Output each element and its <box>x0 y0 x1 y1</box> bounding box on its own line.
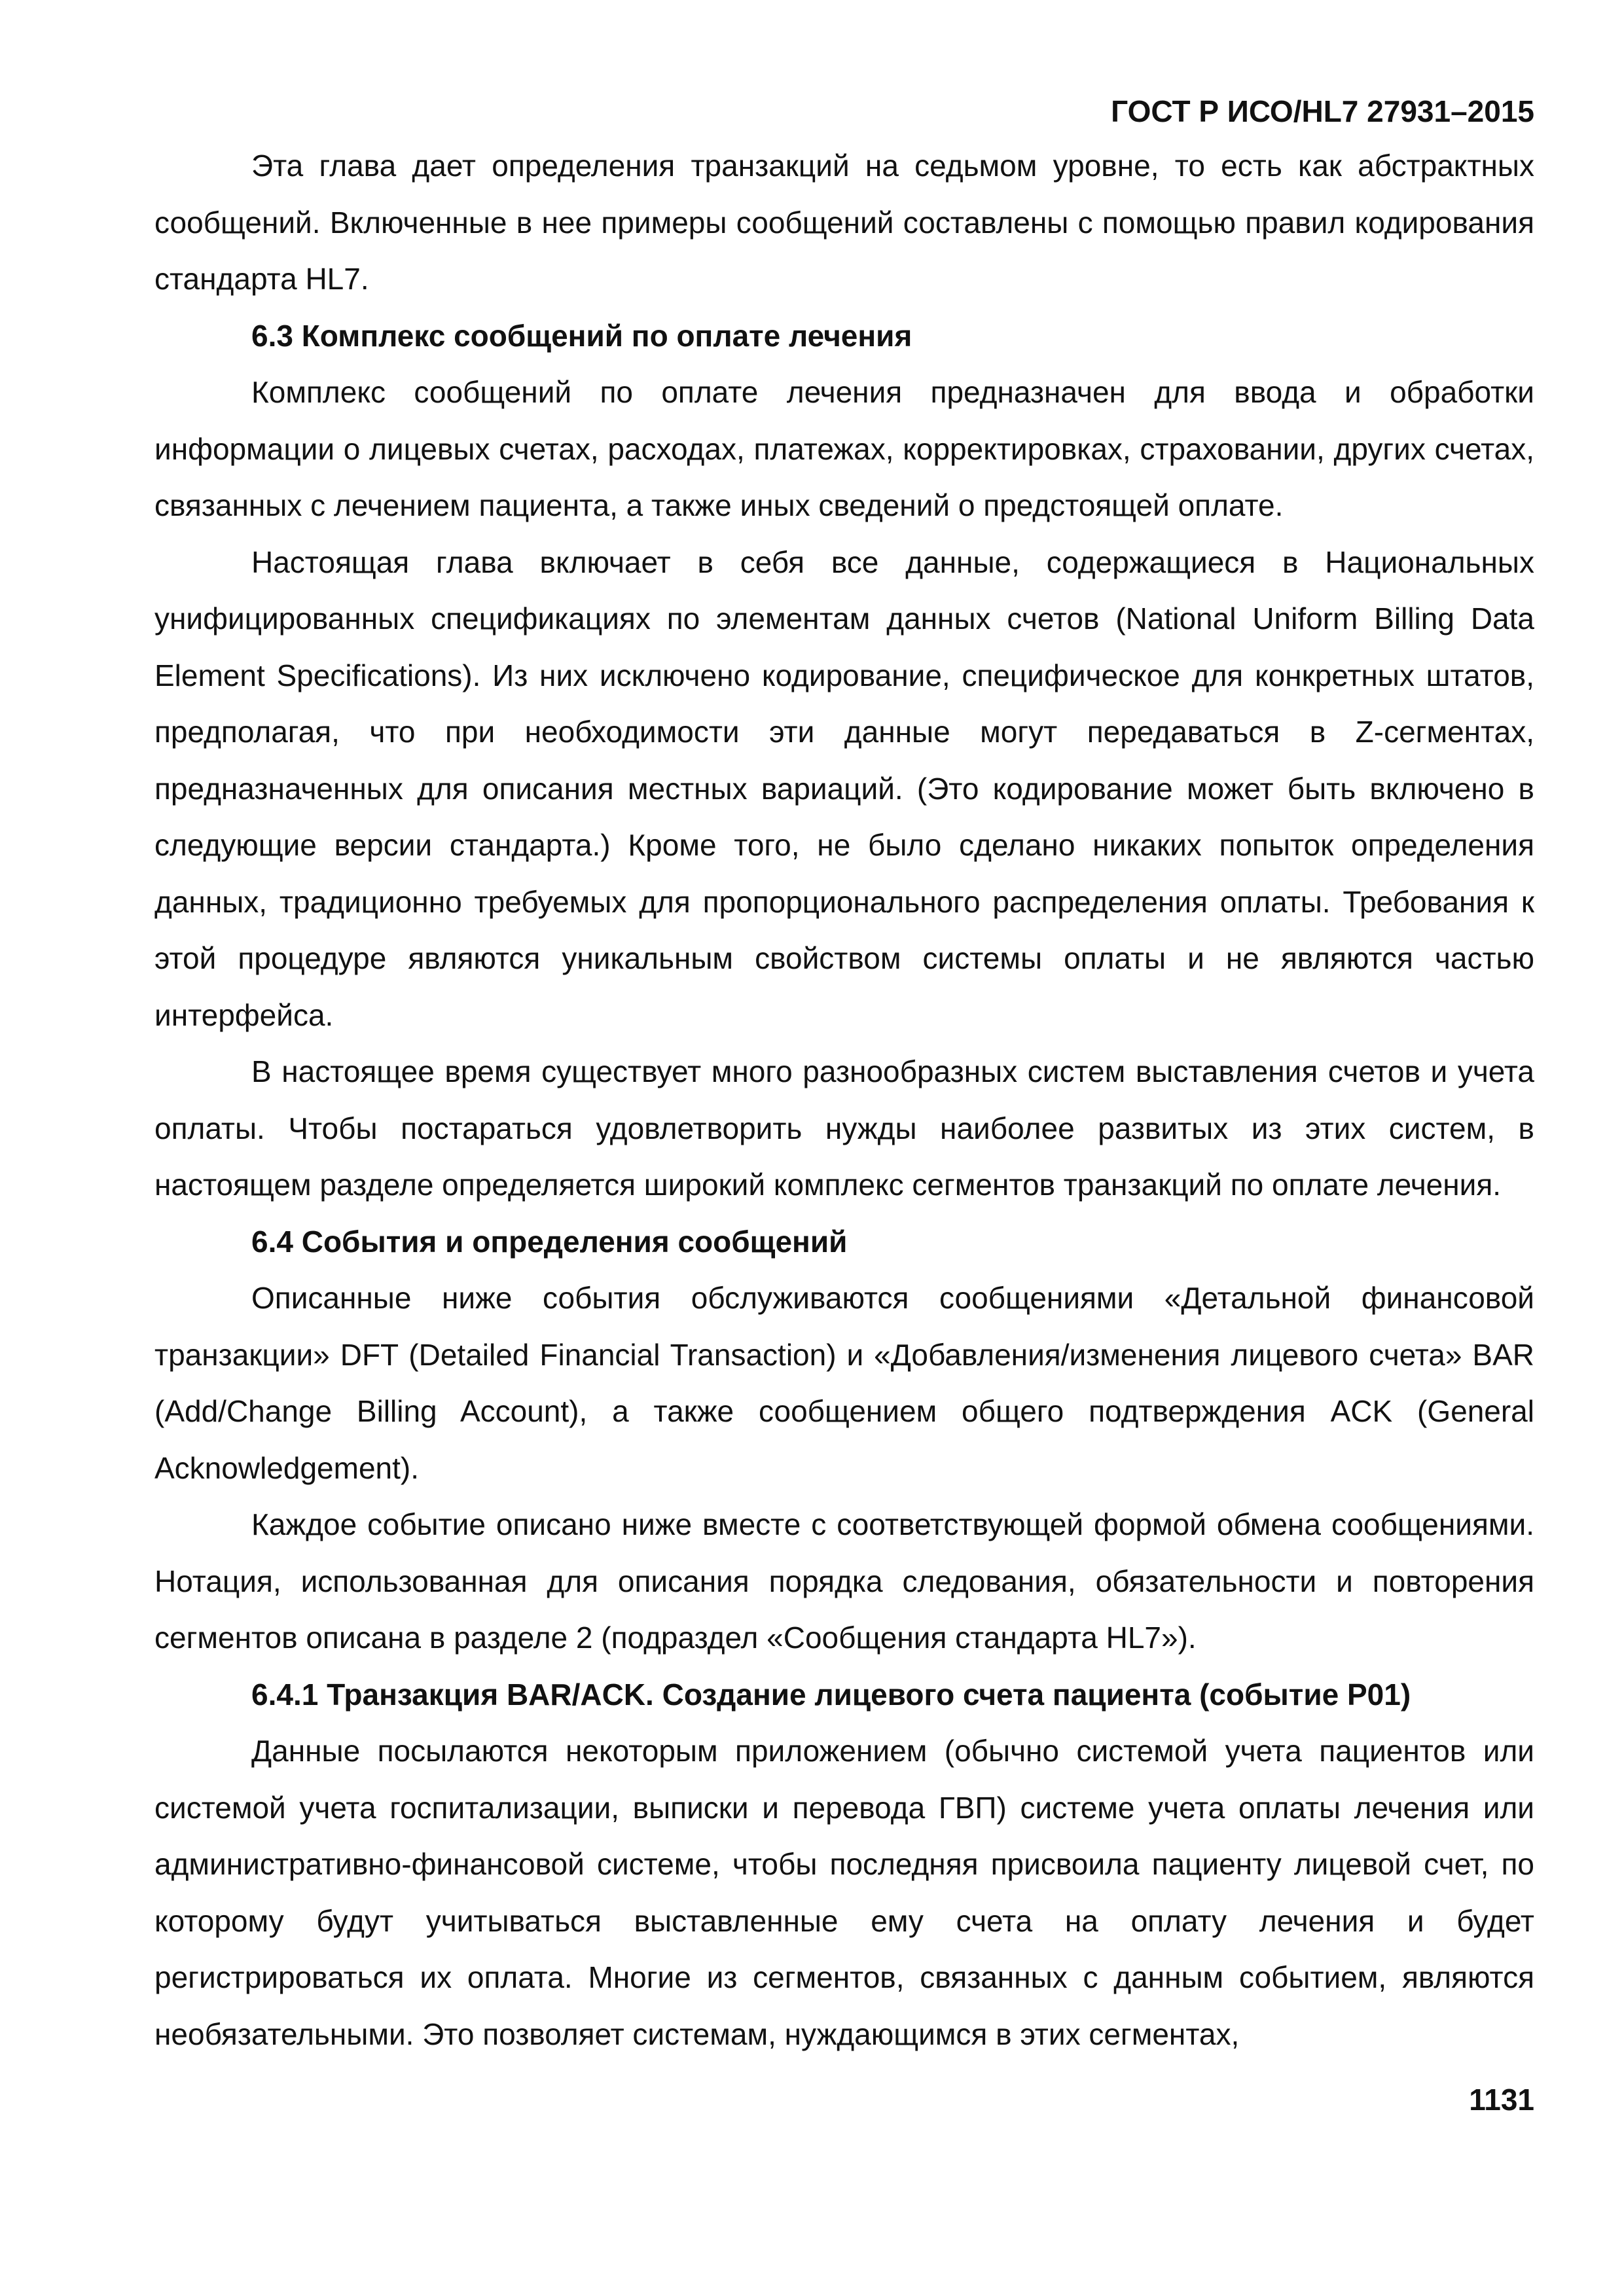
paragraph: Каждое событие описано ниже вместе с соответствующей формой обмена сообщениями. Нотация, использованная для описания порядка следования, обязательности и повторения сегментов описана в разделе 2 (подраздел «Сообщения стандарта HL7»). <box>154 1507 1534 1655</box>
section-heading: 6.3 Комплекс сообщений по оплате лечения <box>251 318 912 353</box>
paragraph: Эта глава дает определения транзакций на седьмом уровне, то есть как абстрактных сообщений. Включенные в нее примеры сообщений составлены с помощью правил кодирования стандарта HL7. <box>154 149 1534 296</box>
paragraph: Комплекс сообщений по оплате лечения предназначен для ввода и обработки информации о лицевых счетах, расходах, платежах, корректировках, страховании, других счетах, связанных с лечением пациента, а также иных сведений о предстоящей оплате. <box>154 375 1534 522</box>
document-page <box>154 92 1534 2251</box>
paragraph: В настоящее время существует много разнообразных систем выставления счетов и учета оплаты. Чтобы постараться удовлетворить нужды наиболее развитых из этих систем, в настоящем разделе определяется широкий комплекс сегментов транзакций по оплате лечения. <box>154 1054 1534 1202</box>
page-number: 1131 <box>1469 2083 1534 2117</box>
section-heading: 6.4 События и определения сообщений <box>251 1224 848 1259</box>
paragraph: Данные посылаются некоторым приложением (обычно системой учета пациентов или системой учета госпитализации, выписки и перевода ГВП) системе учета оплаты лечения или административно-финансовой системе, чтобы последняя присвоила пациенту лицевой счет, по которому будут учитываться выставленные ему счета на оплату лечения и будет регистрироваться их оплата. Многие из сегментов, связанных с данным событием, являются необязательными. Это позволяет системам, нуждающимся в этих сегментах, <box>154 1734 1534 2051</box>
paragraph: Описанные ниже события обслуживаются сообщениями «Детальной финансовой транзакции» DFT (Detailed Financial Transaction) и «Добавления/изменения лицевого счета» BAR (Add/Change Billing Account), а также сообщением общего подтверждения ACK (General Acknowledgement). <box>154 1281 1534 1485</box>
standard-code-header: ГОСТ Р ИСО/HL7 27931–2015 <box>1111 94 1534 128</box>
subsection-heading: 6.4.1 Транзакция BAR/ACK. Создание лицевого счета пациента (событие P01) <box>251 1677 1411 1712</box>
paragraph: Настоящая глава включает в себя все данные, содержащиеся в Национальных унифицированных спецификациях по элементам данных счетов (National Uniform Billing Data Element Specifications). Из них исключено кодирование, специфическое для конкретных штатов, предполагая, что при необходимости эти данные могут передаваться в Z-сегментах, предназначенных для описания местных вариаций. (Это кодирование может быть включено в следующие версии стандарта.) Кроме того, не было сделано никаких попыток определения данных, традиционно требуемых для пропорционального распределения оплаты. Требования к этой процедуре являются уникальным свойством системы оплаты и не являются частью интерфейса. <box>154 545 1534 1032</box>
